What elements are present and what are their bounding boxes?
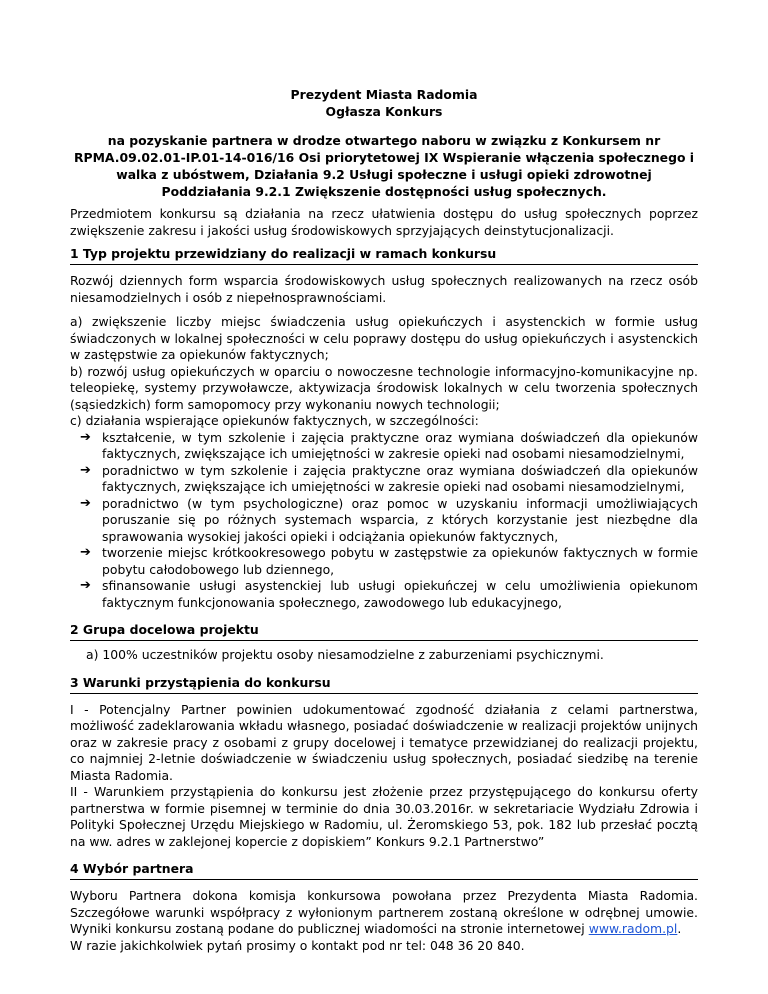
section-4-text: Wyboru Partnera dokona komisja konkursowa powołana przez Prezydenta Miasta Radomia. Szczegółowe warunki współpracy z wyłonionym partnerem zostaną określone w odrębnej umowie. Wyniki konkursu zostaną podane do publicznej wiadomości na stronie internetowej xyxy=(70,888,698,936)
arrow-right-icon: ➔ xyxy=(80,578,91,593)
list-item xyxy=(70,430,698,463)
section-1-bullet-list xyxy=(70,430,698,612)
arrow-right-icon: ➔ xyxy=(80,495,91,511)
bullet-text: poradnictwo w tym szkolenie i zajęcia praktyczne oraz wymiana doświadczeń dla opiekunów faktycznych, zwiększające ich umiejętności w zakresie opieki nad osobami niesamodzielnymi, xyxy=(102,462,698,494)
section-4-contact: W razie jakichkolwiek pytań prosimy o kontakt pod nr tel: 048 36 20 840. xyxy=(70,937,525,953)
bullet-text: tworzenie miejsc krótkookresowego pobytu w zastępstwie za opiekunów faktycznych w formie pobytu całodobowego lub dziennego, xyxy=(102,545,698,577)
section-3-paragraph-2: II - Warunkiem przystąpienia do konkursu jest złożenie przez przystępującego do konkursu oferty partnerstwa w formie pisemnej w terminie do dnia 30.03.2016r. w sekretariacie Wydziału Zdrowia i Polityki Społecznej Urzędu Miejskiego w Radomiu, ul. Żeromskiego 53, pok. 182 lub przesłać pocztą na ww. adres w zaklejonej kopercie z dopiskiem” Konkurs 9.2.1 Partnerstwo” xyxy=(70,784,698,849)
list-item xyxy=(70,578,698,611)
bullet-text: poradnictwo (w tym psychologiczne) oraz pomoc w uzyskaniu informacji umożliwiających poruszanie się po różnych systemach wsparcia, z których korzystanie jest niezbędne dla sprawowania wysokiej jakości opieki i odciążania opiekunów faktycznych, xyxy=(102,495,698,544)
arrow-right-icon: ➔ xyxy=(80,462,91,478)
section-3-heading: 3 Warunki przystąpienia do konkursu xyxy=(70,674,698,694)
bullet-text: kształcenie, w tym szkolenie i zajęcia praktyczne oraz wymiana doświadczeń dla opiekunów faktycznych, zwiększające ich umiejętności w zakresie opieki nad osobami niesamodzielnymi, xyxy=(102,429,698,461)
section-2-heading: 2 Grupa docelowa projektu xyxy=(70,621,698,641)
header-line-2: Ogłasza Konkurs xyxy=(325,104,443,119)
section-1-item-a: a) zwiększenie liczby miejsc świadczenia usług opiekuńczych i asystenckich w formie usług świadczonych w lokalnej społeczności w celu poprawy dostępu do usług opiekuńczych i asystenckich w zastępstwie za opiekunów faktycznych; xyxy=(70,314,698,362)
section-1-item-c: c) działania wspierające opiekunów faktycznych, w szczególności: xyxy=(70,413,479,428)
section-4-heading: 4 Wybór partnera xyxy=(70,860,698,880)
radom-website-link[interactable]: www.radom.pl xyxy=(588,921,678,936)
document-page xyxy=(70,86,698,954)
header-subtitle: na pozyskanie partnera w drodze otwartego naboru w związku z Konkursem nr RPMA.09.02.01-IP.01-14-016/16 Osi priorytetowej IX Wspieranie włączenia społecznego i walka z ubóstwem, Działania 9.2 Usługi społeczne i usługi opieki zdrowotnej Poddziałania 9.2.1 Zwiększenie dostępności usług społecznych. xyxy=(73,133,695,199)
arrow-right-icon: ➔ xyxy=(80,545,91,560)
document-header xyxy=(70,86,698,120)
section-4-text-end: . xyxy=(677,921,682,936)
section-3-paragraph-1: I - Potencjalny Partner powinien udokumentować zgodność działania z celami partnerstwa, możliwość zadeklarowania wkładu własnego, posiadać doświadczenie w realizacji projektów unijnych oraz w zakresie pracy z osobami z grupy docelowej i tematyce przewidzianej do realizacji projektu, co najmniej 2-letnie doświadczenie w świadczeniu usług społecznych, posiadać siedzibę na terenie Miasta Radomia. xyxy=(70,701,698,783)
list-item xyxy=(70,545,698,578)
section-1-paragraph: Rozwój dziennych form wsparcia środowiskowych usług społecznych realizowanych na rzecz osób niesamodzielnych i osób z niepełnosprawnościami. xyxy=(70,273,698,305)
header-line-1: Prezydent Miasta Radomia xyxy=(290,87,478,102)
section-2-item-a: a) 100% uczestników projektu osoby niesamodzielne z zaburzeniami psychicznymi. xyxy=(86,647,604,662)
bullet-text: sfinansowanie usługi asystenckiej lub usługi opiekuńczej w celu umożliwienia opiekunom faktycznym funkcjonowania społecznego, zawodowego lub edukacyjnego, xyxy=(102,578,698,610)
intro-paragraph: Przedmiotem konkursu są działania na rzecz ułatwienia dostępu do usług społecznych poprzez zwiększenie zakresu i jakości usług środowiskowych sprzyjających deinstytucjonalizacji. xyxy=(70,206,698,238)
list-item xyxy=(70,496,698,546)
arrow-right-icon: ➔ xyxy=(80,429,91,445)
list-item xyxy=(70,463,698,496)
section-4-paragraph-1 xyxy=(70,888,698,938)
section-1-heading: 1 Typ projektu przewidziany do realizacji w ramach konkursu xyxy=(70,245,698,265)
section-1-item-b: b) rozwój usług opiekuńczych w oparciu o nowoczesne technologie informacyjno-komunikacyjne np. teleopiekę, systemy przywoławcze, aktywizacja środowisk lokalnych w celu tworzenia społecznych (sąsiedzkich) form samopomocy przy wykonaniu nowych technologii; xyxy=(70,363,698,412)
